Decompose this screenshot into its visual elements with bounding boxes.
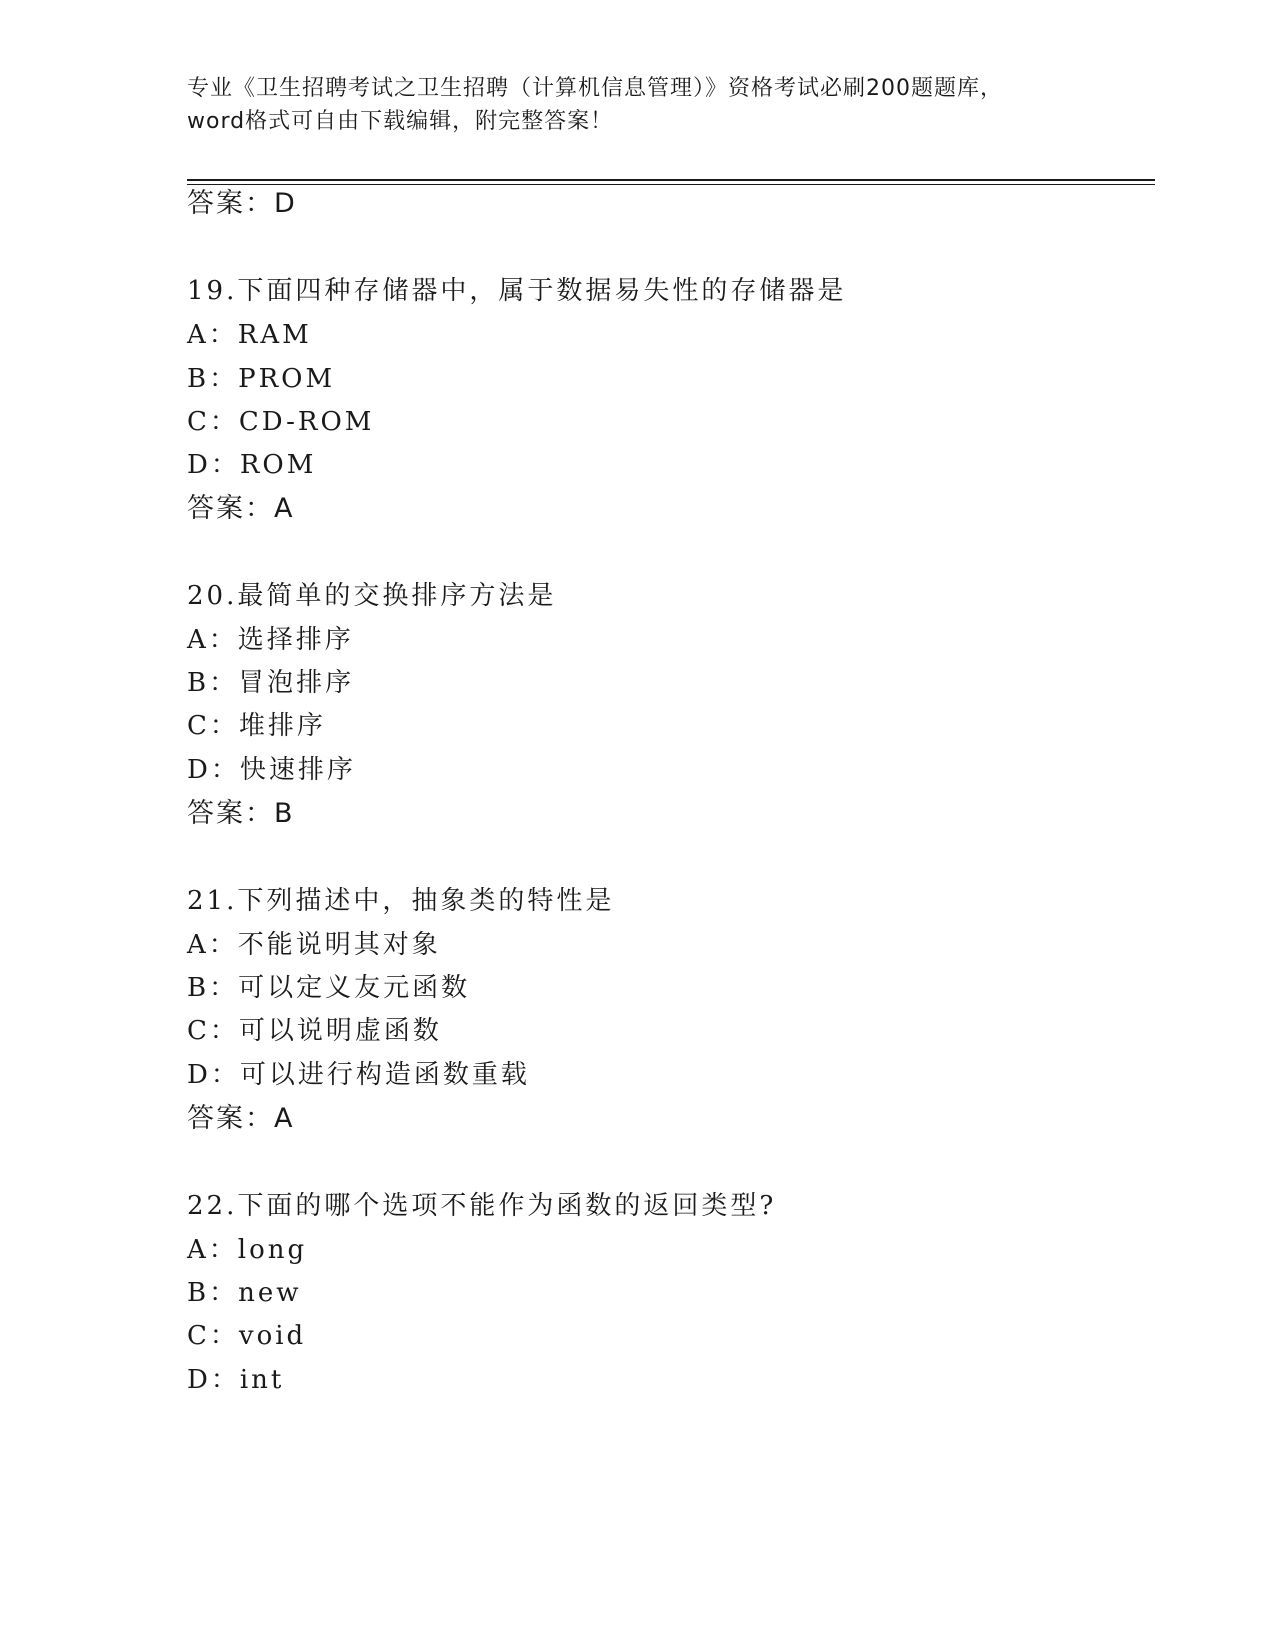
header-line-2: word格式可自由下载编辑，附完整答案！	[187, 109, 614, 134]
option-a: A：RAM	[187, 320, 312, 350]
header-line-1: 专业《卫生招聘考试之卫生招聘（计算机信息管理）》资格考试必刷200题题库，	[187, 76, 1003, 101]
option-d: D：快速排序	[187, 755, 356, 785]
option-c: C：堆排序	[187, 711, 326, 741]
option-c: C：可以说明虚函数	[187, 1016, 442, 1046]
question-stem: 20.最简单的交换排序方法是	[187, 581, 557, 611]
answer: 答案：A	[187, 1103, 295, 1134]
option-a: A：不能说明其对象	[187, 930, 441, 960]
answer: 答案：A	[187, 493, 295, 524]
question-stem: 22.下面的哪个选项不能作为函数的返回类型?	[187, 1191, 777, 1221]
header-divider-thin	[187, 184, 1155, 185]
option-c: C：CD-ROM	[187, 407, 375, 437]
answer: 答案：B	[187, 798, 295, 829]
option-a: A：long	[187, 1235, 308, 1265]
header-divider-thick	[187, 179, 1155, 181]
option-d: D：可以进行构造函数重载	[187, 1060, 530, 1090]
option-b: B：冒泡排序	[187, 668, 355, 698]
option-d: D：int	[187, 1365, 285, 1395]
option-c: C：void	[187, 1321, 307, 1351]
question-stem: 21.下列描述中，抽象类的特性是	[187, 886, 615, 916]
option-b: B：new	[187, 1278, 302, 1308]
document-header	[187, 72, 1087, 138]
option-b: B：PROM	[187, 364, 336, 394]
question-stem: 19.下面四种存储器中，属于数据易失性的存储器是	[187, 276, 847, 306]
option-d: D：ROM	[187, 450, 317, 480]
option-a: A：选择排序	[187, 625, 354, 655]
previous-answer: 答案：D	[187, 188, 297, 219]
option-b: B：可以定义友元函数	[187, 973, 471, 1003]
